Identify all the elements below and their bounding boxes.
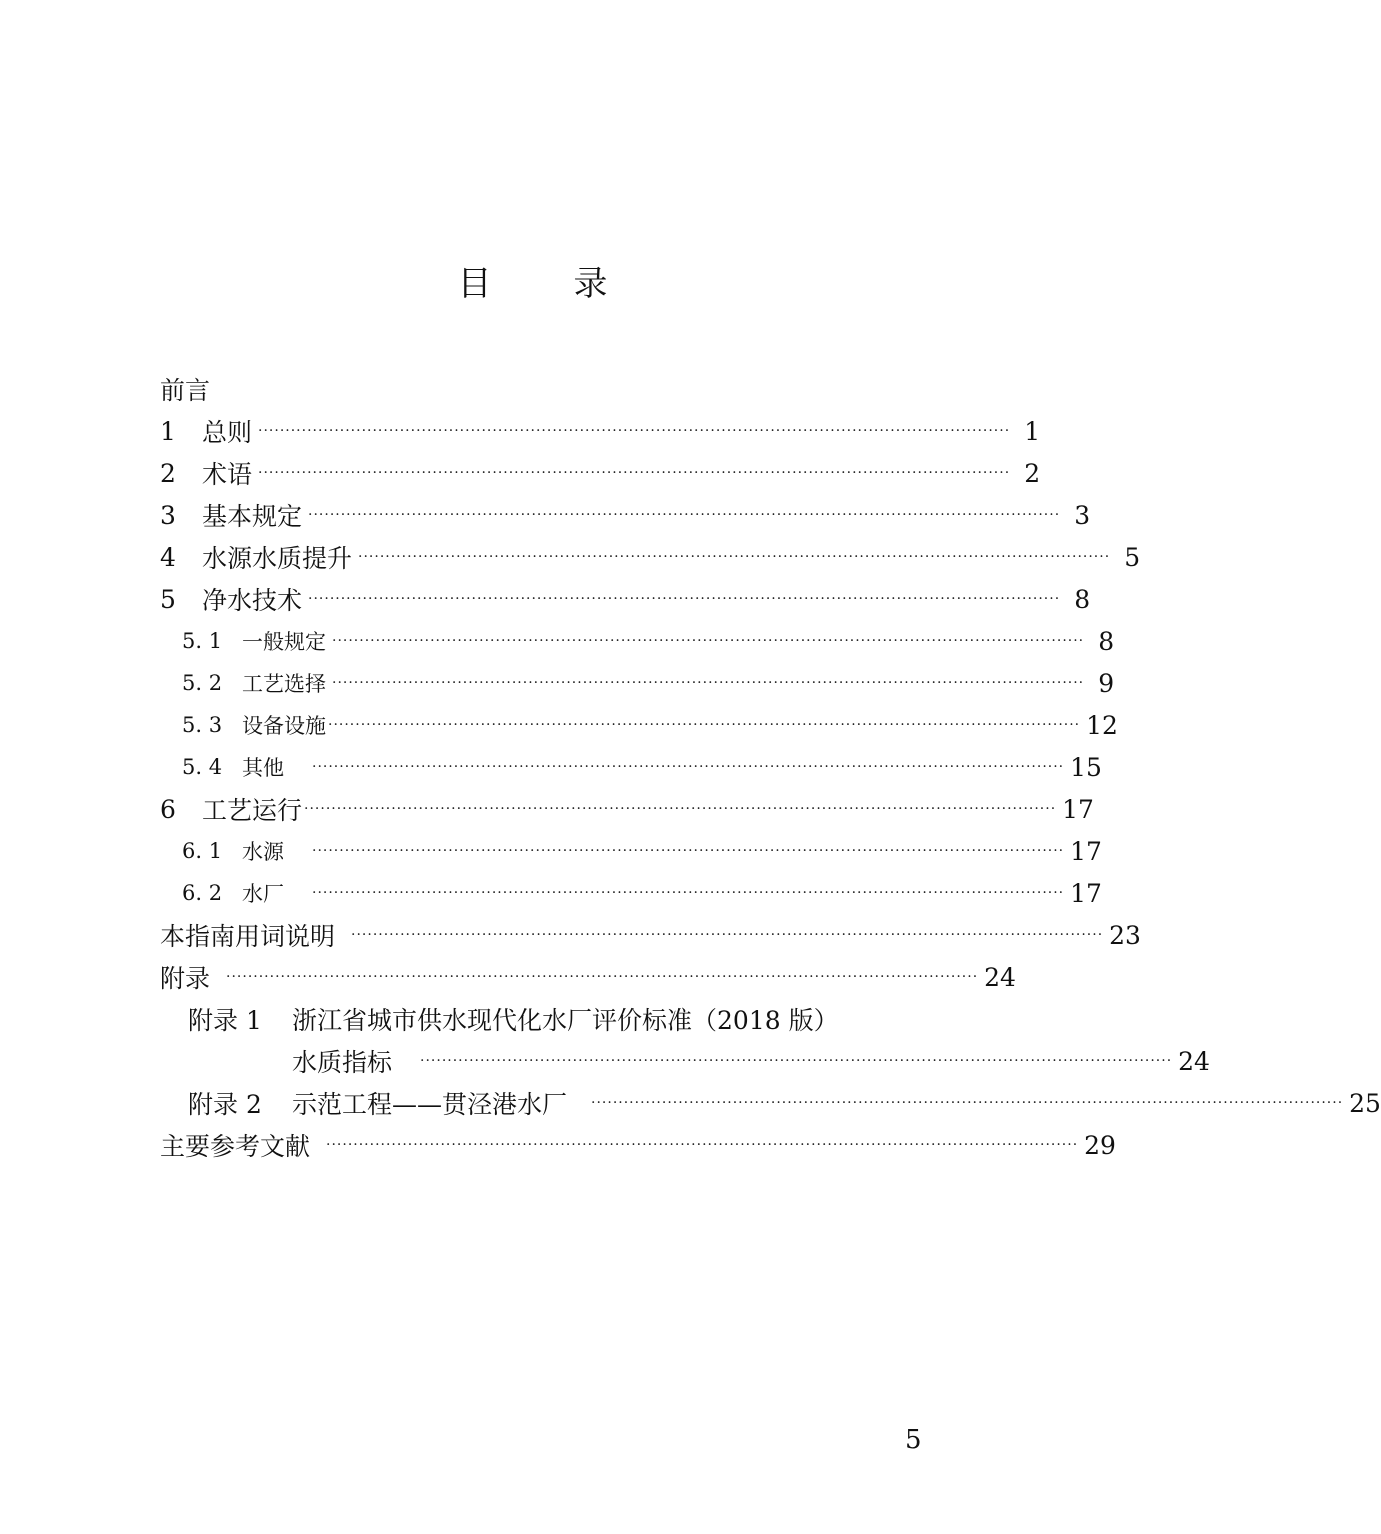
toc-leader: ·········································································································································· xyxy=(420,1053,1173,1069)
toc-label: 附录 xyxy=(160,964,211,993)
toc-entry-5-1[interactable] xyxy=(182,621,1115,661)
toc-label: 水厂 xyxy=(242,882,284,906)
toc-entry-5-2[interactable] xyxy=(182,663,1115,703)
toc-entry-1[interactable] xyxy=(160,411,1041,451)
title-char-2: 录 xyxy=(573,264,608,304)
toc-page: 3 xyxy=(1074,500,1091,530)
toc-label: 主要参考文献 xyxy=(160,1132,311,1161)
toc-page: 29 xyxy=(1084,1130,1116,1160)
toc-preface-label: 前言 xyxy=(160,376,211,405)
toc-entry-5-3[interactable] xyxy=(182,705,1118,745)
toc-label: 术语 xyxy=(202,460,253,489)
toc-page: 8 xyxy=(1098,626,1115,656)
toc-leader: ·········································································································································· xyxy=(328,717,1081,733)
toc-page: 2 xyxy=(1024,458,1041,488)
toc-leader: ·········································································································································· xyxy=(591,1095,1344,1111)
toc-entry-3[interactable] xyxy=(160,495,1091,535)
toc-label: 净水技术 xyxy=(202,586,303,615)
toc-entry-6-2[interactable] xyxy=(182,873,1102,913)
toc-label: 总则 xyxy=(202,418,253,447)
toc-label: 本指南用词说明 xyxy=(160,922,336,951)
toc-page: 24 xyxy=(984,962,1016,992)
toc-page: 1 xyxy=(1024,416,1041,446)
toc-label: 其他 xyxy=(242,756,284,780)
toc-page: 9 xyxy=(1098,668,1115,698)
toc-leader: ·········································································································································· xyxy=(358,549,1111,565)
toc-number: 5 xyxy=(160,584,176,614)
toc-leader: ·········································································································································· xyxy=(332,633,1085,649)
toc-label: 工艺运行 xyxy=(202,796,303,825)
toc-number: 6 xyxy=(160,794,176,824)
toc-page: 25 xyxy=(1349,1088,1381,1118)
toc-appendix-2[interactable] xyxy=(188,1083,1381,1123)
toc-preface[interactable] xyxy=(160,369,944,409)
toc-number: 3 xyxy=(160,500,176,530)
toc-leader: ·········································································································································· xyxy=(226,969,979,985)
toc-label: 浙江省城市供水现代化水厂评价标准（2018 版） xyxy=(292,1006,839,1035)
toc-usage-notes[interactable] xyxy=(160,915,1141,955)
toc-leader: ·········································································································································· xyxy=(326,1137,1079,1153)
toc-number: 1 xyxy=(160,416,176,446)
toc-number: 5. 4 xyxy=(182,755,223,779)
toc-appendix[interactable] xyxy=(160,957,1016,997)
toc-label: 一般规定 xyxy=(242,630,326,654)
toc-entry-5[interactable] xyxy=(160,579,1091,619)
toc-number: 附录 1 xyxy=(188,1006,262,1035)
toc-number: 6. 2 xyxy=(182,881,223,905)
toc-page: 24 xyxy=(1178,1046,1210,1076)
toc-leader: ·········································································································································· xyxy=(351,927,1104,943)
toc-number: 5. 1 xyxy=(182,629,223,653)
toc-leader: ·········································································································································· xyxy=(304,801,1057,817)
toc-label: 水源 xyxy=(242,840,284,864)
toc-page: 8 xyxy=(1074,584,1091,614)
toc-page: 5 xyxy=(1124,542,1141,572)
toc-entry-2[interactable] xyxy=(160,453,1041,493)
toc-page: 17 xyxy=(1070,878,1102,908)
toc-page: 23 xyxy=(1109,920,1141,950)
toc-page: 12 xyxy=(1086,710,1118,740)
title-char-1: 目 xyxy=(457,264,492,304)
toc-leader: ·········································································································································· xyxy=(258,465,1011,481)
footer-page-number: 5 xyxy=(905,1425,922,1455)
toc-label: 示范工程——贯泾港水厂 xyxy=(292,1090,568,1119)
toc-label: 工艺选择 xyxy=(242,672,326,696)
toc-appendix-1-cont[interactable] xyxy=(292,1041,1210,1081)
toc-references[interactable] xyxy=(160,1125,1116,1165)
toc-number: 附录 2 xyxy=(188,1090,262,1119)
toc-leader: ·········································································································································· xyxy=(312,843,1065,859)
toc-number: 5. 2 xyxy=(182,671,223,695)
toc-number: 4 xyxy=(160,542,176,572)
toc-entry-4[interactable] xyxy=(160,537,1141,577)
toc-number: 2 xyxy=(160,458,176,488)
toc-page: 15 xyxy=(1070,752,1102,782)
toc-number: 6. 1 xyxy=(182,839,223,863)
toc-leader: ·········································································································································· xyxy=(332,675,1085,691)
toc-entry-6[interactable] xyxy=(160,789,1094,829)
toc-page: 17 xyxy=(1070,836,1102,866)
toc-label: 基本规定 xyxy=(202,502,303,531)
toc-number: 5. 3 xyxy=(182,713,223,737)
toc-appendix-1[interactable] xyxy=(188,999,944,1039)
toc-page: 17 xyxy=(1062,794,1094,824)
toc-leader: ·········································································································································· xyxy=(258,423,1011,439)
toc-label: 设备设施 xyxy=(242,714,326,738)
toc-entry-6-1[interactable] xyxy=(182,831,1102,871)
toc-label: 水源水质提升 xyxy=(202,544,353,573)
toc-leader: ·········································································································································· xyxy=(308,507,1061,523)
toc-label: 水质指标 xyxy=(292,1048,393,1077)
toc-leader: ·········································································································································· xyxy=(312,759,1065,775)
toc-entry-5-4[interactable] xyxy=(182,747,1102,787)
toc-leader: ·········································································································································· xyxy=(308,591,1061,607)
toc-leader: ·········································································································································· xyxy=(312,885,1065,901)
